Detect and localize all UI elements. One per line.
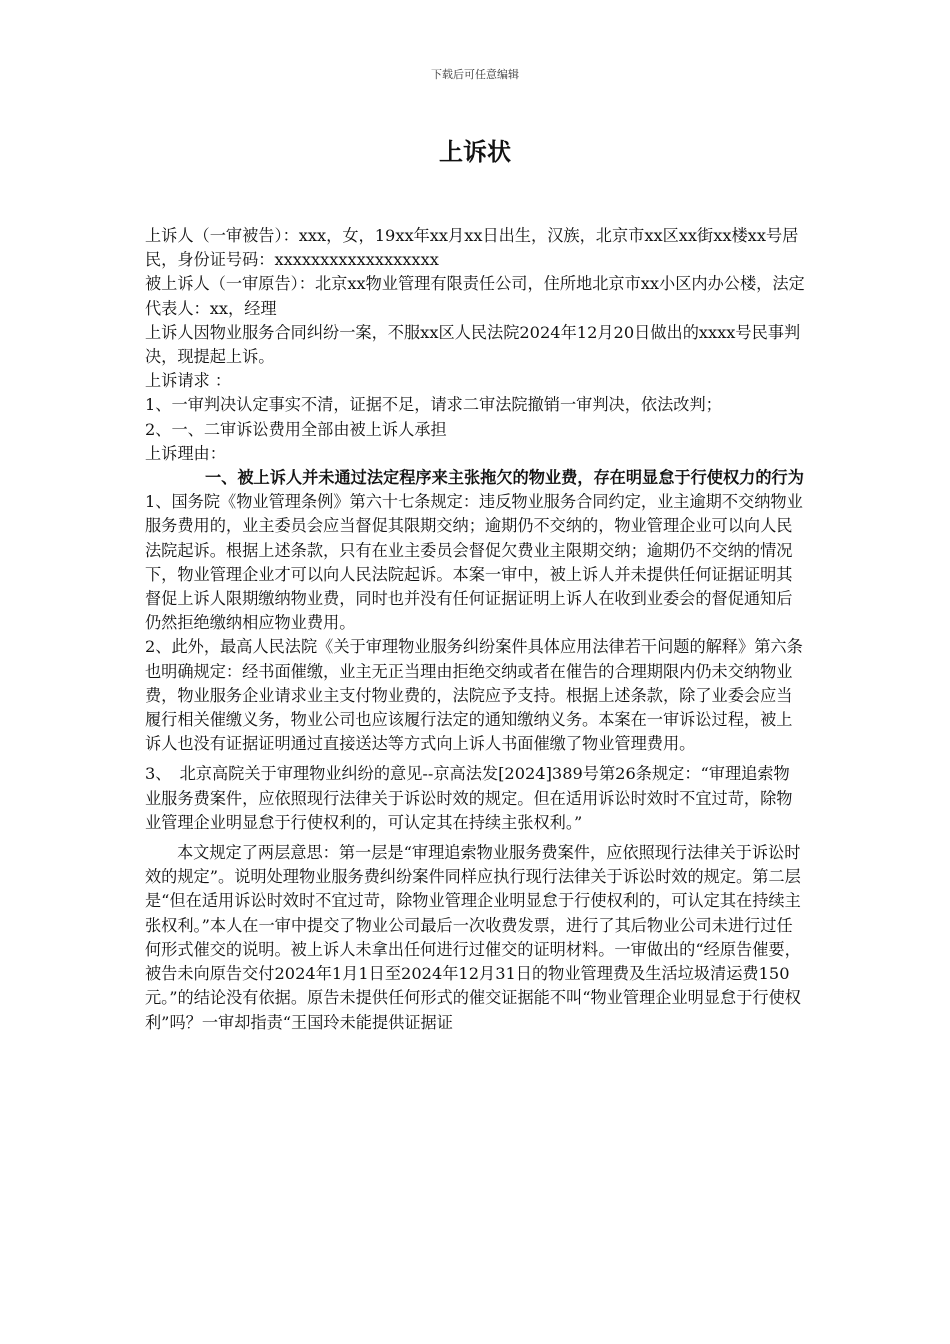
appeal-request-2: 2、一、二审诉讼费用全部由被上诉人承担	[145, 419, 447, 439]
reason-point-1: 1、国务院《物业管理条例》第六十七条规定：违反物业服务合同约定，业主逾期不交纳物业服务费用的，业主委员会应当督促其限期交纳；逾期仍不交纳的，物业管理企业可以向人民法院起诉。根据上述条款，只有在业主委员会督促欠费业主限期交纳；逾期仍不交纳的情况下，物业管理企业才可以向人民法院起诉。本案一审中，被上诉人并未提供任何证据证明其督促上诉人限期缴纳物业费，同时也并没有任何证据证明上诉人在收到业委会的督促通知后仍然拒绝缴纳相应物业费用。	[145, 492, 803, 633]
appeal-reasons-heading: 上诉理由：	[145, 443, 226, 463]
document-body	[145, 224, 805, 1035]
document-title: 上诉状	[439, 138, 511, 166]
reason-section-1-heading: 一、被上诉人并未通过法定程序来主张拖欠的物业费，存在明显怠于行使权力的行为	[205, 468, 804, 488]
page-header-note: 下载后可任意编辑	[431, 68, 519, 81]
reason-point-2: 2、此外，最高人民法院《关于审理物业服务纠纷案件具体应用法律若干问题的解释》第六条也明确规定：经书面催缴，业主无正当理由拒绝交纳或者在催告的合理期限内仍未交纳物业费，物业服务企业请求业主支付物业费的，法院应予支持。根据上述条款，除了业委会应当履行相关催缴义务，物业公司也应该履行法定的通知缴纳义务。本案在一审诉讼过程，被上诉人也没有证据证明通过直接送达等方式向上诉人书面催缴了物业管理费用。	[145, 637, 803, 754]
reason-point-3: 3、 北京高院关于审理物业纠纷的意见--京高法发[2024]389号第26条规定：“审理追索物业服务费案件，应依照现行法律关于诉讼时效的规定。但在适用诉讼时效时不宜过苛，除物业管理企业明显怠于行使权利的，可认定其在持续主张权利。”	[145, 764, 793, 832]
case-statement: 上诉人因物业服务合同纠纷一案，不服xx区人民法院2024年12月20日做出的xxxx号民事判决，现提起上诉。	[145, 322, 801, 367]
appellee-info: 被上诉人（一审原告）：北京xx物业管理有限责任公司，住所地北京市xx小区内办公楼，法定代表人：xx，经理	[145, 274, 805, 318]
reason-analysis: 本文规定了两层意思：第一层是“审理追索物业服务费案件，应依照现行法律关于诉讼时效的规定”。说明处理物业服务费纠纷案件同样应执行现行法律关于诉讼时效的规定。第二层是“但在适用诉讼时效时不宜过苛，除物业管理企业明显怠于行使权利的，可认定其在持续主张权利。”本人在一审中提交了物业公司最后一次收费发票，进行了其后物业公司未进行过任何形式催交的说明。被上诉人未拿出任何进行过催交的证明材料。一审做出的“经原告催要，被告未向原告交付2024年1月1日至2024年12月31日的物业管理费及生活垃圾清运费150元。”的结论没有依据。原告未提供任何形式的催交证据能不叫“物业管理企业明显怠于行使权利”吗？一审却指责“王国玲未能提供证据证	[145, 843, 801, 1032]
appeal-request-1: 1、一审判决认定事实不清，证据不足，请求二审法院撤销一审判决，依法改判；	[145, 395, 722, 415]
appellant-info: 上诉人（一审被告）：xxx，女，19xx年xx月xx日出生，汉族，北京市xx区xx街xx楼xx号居民，身份证号码：xxxxxxxxxxxxxxxxxx	[145, 226, 799, 270]
appeal-requests-heading: 上诉请求 ：	[145, 371, 232, 391]
